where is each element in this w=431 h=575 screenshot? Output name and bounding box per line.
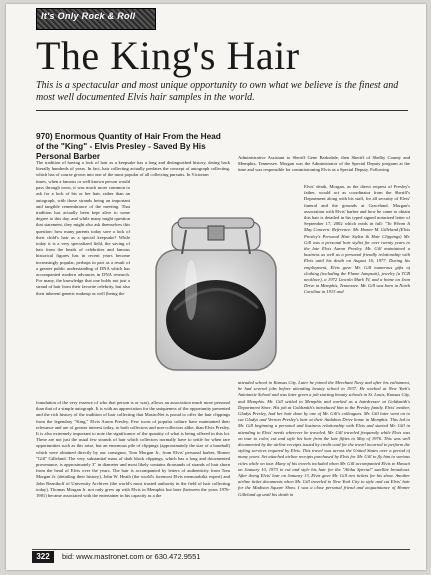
catalog-page	[6, 4, 426, 570]
title-divider	[36, 110, 408, 111]
body-text-right-top: Administrative Assistant to Sheriff Gene Barksdale, then Sheriff of Shelby County and Memphis, Tennessee. Morgan was the Administrator of the Special Deputy program at the time and was responsible for commissioning Elvis as a Special Deputy. Following	[238, 155, 410, 173]
hair-jar-photo	[136, 200, 296, 378]
notarized-letter-text: "To Whom It May Concern: Reference: Mr. Homer M. Gilleland (Elvis Presley's Personal Hair Stylist & Hair Clippings) Mr. Gill was a personal hair stylist for over twenty years to the late Elvis Aaron Presley. Mr. Gill maintained a business as well as a personal friendly relationship with Elvis until his death on August 16, 1977. During his employment, Elvis gave Mr. Gill numerous gifts of clothing (including the Flame Jumpsuit), jewelry (a TCB necklace), a 1972 Lincoln Mark IV, and a home on Jean Drive in Memphis, Tennessee. Mr. Gill was born in North Carolina in 1913 and	[304, 221, 410, 295]
right-column-text: Elvis' death, Morgan, as the direct request of Presley's father, would act as coordinator from the Sheriff's Department along with his staff, for all security of Elvis' funeral and the grounds at Graceland. Morgan's association with Elvis' barber and how he came to obtain this hair is detailed in his typed signed notarized letter of September 17, 2002 which reads in full:	[304, 184, 410, 227]
section-banner	[36, 8, 156, 30]
lot-heading: 970) Enormous Quantity of Hair From the Head of the "King" - Elvis Presley - Saved By His Personal Barber	[36, 131, 221, 161]
banner-text: It's Only Rock & Roll	[41, 11, 136, 21]
page-number: 322	[32, 551, 54, 563]
body-text-bottom-left: foundation of the very essence of who that person is or was), allows an association much more personal than that of a simple autograph. It is with an appreciation for the uniqueness of the opportunity presented and the rich history of the tradition of hair collecting that MastroNet is proud to offer the hair clippings from the legendary "King," Elvis Aaron Presley. Few icons of popular culture have maintained their relevance and are of greater interest today, to both collectors and non-collectors alike, than Elvis Presley. It is also extremely important to note the significance of the quantity of what is being offered in this lot. These are not just the usual few strands of hair which collectors normally have to settle for when rare opportunities such as this arise, but an enormous pile of clippings (approximately the size of a baseball) which were obtained directly by our consignor, Tom Morgan Jr., from Elvis' personal barber, Homer "Gill" Gilleland. The very substantial mass of dark black clippings, which has a long and documented provenance, is approximately 3" in diameter and most likely contains thousands of strands of hair shorn from the head of Elvis over the years. The hair is accompanied by letters of authenticity from Tom Morgan Jr. (detailing their history), John W. Heath (the world's foremost Elvis memorabilia expert) and John Reznikoff of University Archives (the world's most trusted authority in the field of hair collecting today). Thomas Morgan Jr. not only grew up with Elvis in Memphis but later (between the years 1976-1981) became associated with the entertainer in his capacity as a the	[36, 400, 230, 499]
page-title: The King's Hair	[36, 33, 300, 78]
body-text-column-narrow: times, when a famous or well known person would pass through town, it was much more common to ask for a lock of his or her hair, rather than an autograph, with those strands being an important and tangible remembrance of the meeting. That tradition has actually been kept alive to some degree to this day, and while many might question that statement, they might also ask themselves this question: how many parents today save a lock of their child's hair as a special keepsake? While today it is a very specialized field, the saving of hair from the heads of celebrities and famous historical figures has in recent years become increasingly popular, perhaps in part as a result of a greater public understanding of DNA which has accompanied modern advances in DNA research. For many, the knowledge that one holds not just a strand of hair from their favorite celebrity, but also their inherent genetic makeup as well (being the	[36, 179, 130, 296]
bid-info: bid: www.mastronet.com or 630.472.9551	[62, 552, 201, 561]
body-text-intro: The tradition of having a lock of hair as a keepsake has a long and distinguished history, dating back literally hundreds of years. In fact, hair collecting actually predates the concept of autograph collecting, which has of course grown into one of the most popular of all collecting pursuits. In Victorian	[36, 160, 230, 178]
page-subtitle: This is a spectacular and most unique opportunity to own what we believe is the finest and most well documented Elvis hair samples in the world.	[36, 80, 399, 103]
body-text-bottom-right: attended school in Kansas City. Later he joined the Merchant Navy and after his enlistment, he had several jobs before attending beauty school in 1937. He worked at New York's Antoinette School and was later given a job starting beauty schools in St. Louis, Kansas City, and Memphis. Mr. Gill settled in Memphis and worked as a hairdresser at Goldsmith's Department Store. His job at Goldsmith's introduced him to the Presley family. Elvis' mother, Gladys Presley, had her hair done by one of Mr. Gill's colleagues. Mr. Gill later went on to cut Gladys and Vernon Presley's hair at their Audubon Drive home in Memphis. This led to Mr. Gill beginning a personal and business relationship with Elvis and started Mr. Gill in attending to Elvis' needs wherever he traveled. Mr. Gill traveled frequently while Elvis was on tour to color, cut and style his hair from the late fifties to May of 1976. This was well documented by the airline receipts issued by credit card for the travel incurred to perform the styling services required by Elvis. This travel was across the United States over a period of many years. Set attached airline receipts purchased by Elvis for Mr. Gill to fly him to various cities while on tour. Many of his travels included when Mr. Gill accompanied Elvis to Hawaii on January 10, 1973 to cut and style his hair for the "Aloha Special" satellite broadcast. After doing Elvis' hair on January 13, Elvis gave Mr. Gill two tickets for his show. Another airline ticket documents when Mr. Gill traveled to New York City to style and cut Elvis' hair for the Madison Square Show. I was a close personal friend and acquaintance of Homer Gilleland up until his death in	[238, 380, 410, 497]
body-text-column-right	[304, 184, 410, 380]
footer-divider	[32, 549, 410, 550]
